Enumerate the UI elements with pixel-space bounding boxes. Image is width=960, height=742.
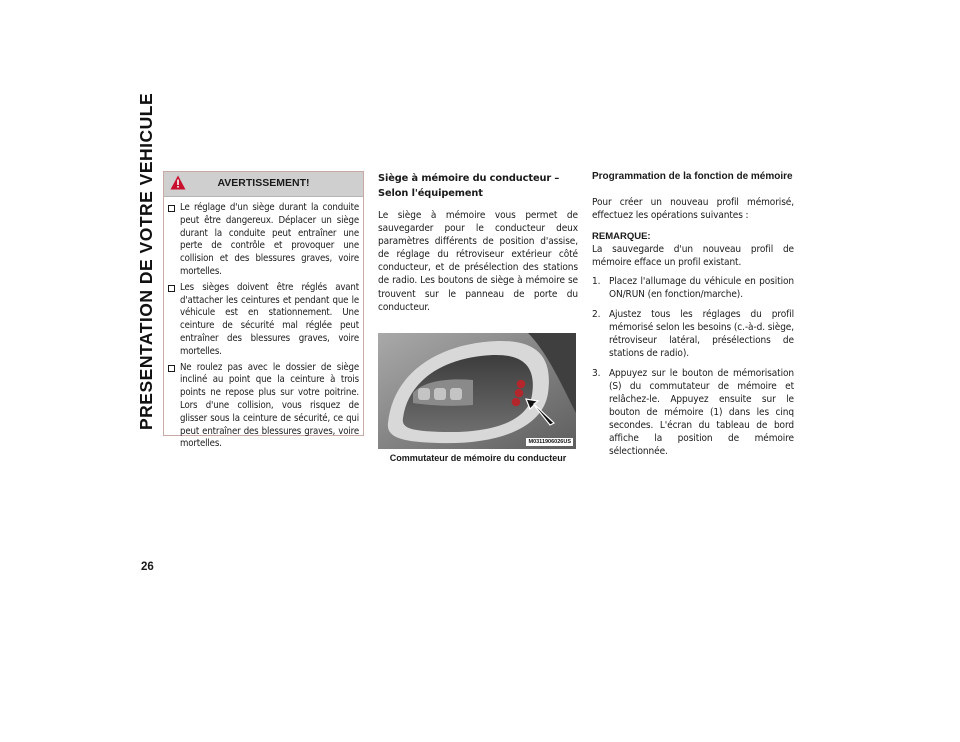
step-item	[592, 308, 794, 360]
step-text: Ajustez tous les réglages du profil mémorisé selon les besoins (c.-à-d. siège, rétroviseur latéral, présélections de stations de radio).	[609, 309, 794, 360]
checkbox-bullet-icon	[168, 205, 175, 212]
step-item	[592, 275, 794, 301]
memory-seat-section	[378, 171, 578, 463]
step-number: 1.	[592, 276, 601, 288]
programming-title: Programmation de la fonction de mémoire	[592, 171, 793, 182]
memory-switch-photo	[378, 333, 576, 449]
warning-title: AVERTISSEMENT!	[217, 177, 310, 189]
step-text: Appuyez sur le bouton de mémorisation (S) du commutateur de mémoire et relâchez-le. Appuyez ensuite sur le bouton de mémoire (1) dans les cinq secondes. L'écran du tableau de bord affiche la position de mémoire sélectionnée.	[609, 368, 794, 458]
warning-box	[163, 171, 364, 450]
note-text: La sauvegarde d'un nouveau profil de mémoire efface un profil existant.	[592, 244, 794, 269]
memory-button-2-icon	[515, 388, 524, 397]
memory-seat-title: Siège à mémoire du conducteur – Selon l'équipement	[378, 173, 560, 199]
warning-item	[168, 282, 359, 359]
page-number: 26	[141, 561, 154, 573]
checkbox-bullet-icon	[168, 285, 175, 292]
step-number: 2.	[592, 309, 601, 321]
section-side-title: PRESENTATION DE VOTRE VEHICULE	[136, 92, 156, 430]
memory-seat-body: Le siège à mémoire vous permet de sauvegarder pour le conducteur deux paramètres différents de position d'assise, de réglage du rétroviseur extérieur côté conducteur, et de présélection des stations de radio. Les boutons de siège à mémoire se trouvent sur le panneau de porte du conducteur.	[378, 210, 578, 313]
programming-section	[592, 171, 794, 465]
programming-steps	[592, 275, 794, 458]
step-number: 3.	[592, 368, 601, 380]
warning-item-text: Les sièges doivent être réglés avant d'attacher les ceintures et pendant que le véhicule est en stationnement. Une ceinture de sécurité mal réglée peut entraîner des blessures graves, voire mortelles.	[180, 281, 359, 357]
image-code: M0311906026US	[528, 438, 571, 445]
memory-set-button-icon	[512, 397, 521, 406]
photo-caption: Commutateur de mémoire du conducteur	[389, 452, 567, 463]
programming-intro: Pour créer un nouveau profil mémorisé, effectuez les opérations suivantes :	[592, 197, 794, 222]
note-label: REMARQUE:	[592, 231, 651, 243]
warning-header	[164, 172, 363, 197]
step-text: Placez l'allumage du véhicule en position ON/RUN (en fonction/marche).	[609, 276, 794, 301]
warning-list	[164, 197, 363, 451]
warning-item-text: Ne roulez pas avec le dossier de siège incliné au point que la ceinture à trois points ne repose plus sur votre poitrine. Lors d'une collision, vous risquez de glisser sous la ceinture de sécurité, ce qui peut entraîner des blessures graves, voire mortelles.	[180, 361, 359, 450]
warning-item	[168, 362, 359, 452]
door-panel-illustration	[378, 333, 576, 449]
warning-item	[168, 202, 359, 279]
step-item	[592, 367, 794, 458]
warning-item-text: Le réglage d'un siège durant la conduite peut être dangereux. Déplacer un siège durant la conduite peut entraîner une perte de contrôle et provoquer une collision et des blessures graves, voire mortelles.	[180, 202, 359, 277]
checkbox-bullet-icon	[168, 365, 175, 372]
memory-button-1-icon	[517, 379, 526, 388]
